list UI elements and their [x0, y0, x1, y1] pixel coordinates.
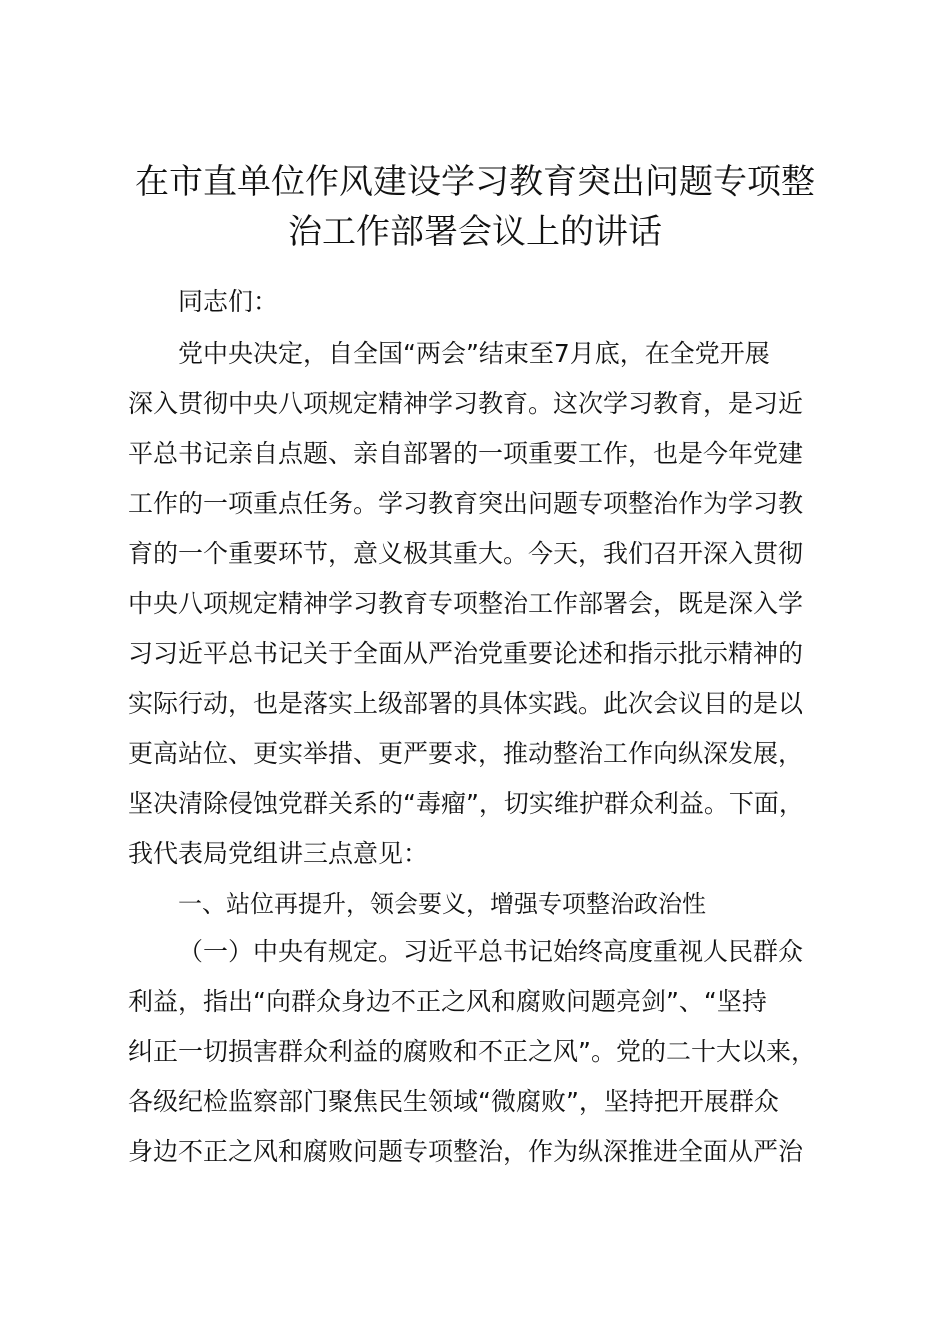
salutation: 同志们： [178, 287, 279, 316]
body-line: 党中央决定，自全国“两会”结束至7月底，在全党开展 [178, 339, 770, 368]
body-line: 身边不正之风和腐败问题专项整治，作为纵深推进全面从严治 [128, 1137, 804, 1166]
body-line: 我代表局党组讲三点意见： [128, 839, 429, 868]
section-heading: 一、站位再提升，领会要义，增强专项整治政治性 [178, 890, 706, 918]
body-line: 纠正一切损害群众利益的腐败和不正之风”。党的二十大以来， [128, 1037, 816, 1066]
body-line: 更高站位、更实举措、更严要求，推动整治工作向纵深发展， [128, 739, 804, 768]
body-line: 工作的一项重点任务。学习教育突出问题专项整治作为学习教 [128, 489, 804, 518]
body-line: 平总书记亲自点题、亲自部署的一项重要工作，也是今年党建 [128, 439, 804, 468]
body-line: 各级纪检监察部门聚焦民生领域“微腐败”，坚持把开展群众 [128, 1087, 779, 1116]
subsection-line: （一）中央有规定。习近平总书记始终高度重视人民群众 [178, 937, 804, 966]
body-line: 深入贯彻中央八项规定精神学习教育。这次学习教育，是习近 [128, 389, 804, 418]
body-line: 坚决清除侵蚀党群关系的“毒瘤”，切实维护群众利益。下面， [128, 789, 804, 818]
body-line: 育的一个重要环节，意义极其重大。今天，我们召开深入贯彻 [128, 539, 804, 568]
body-line: 实际行动，也是落实上级部署的具体实践。此次会议目的是以 [128, 689, 804, 718]
body-line: 利益，指出“向群众身边不正之风和腐败问题亮剑”、“坚持 [128, 987, 767, 1016]
document-title-line-1: 在市直单位作风建设学习教育突出问题专项整 [135, 162, 815, 202]
body-line: 习习近平总书记关于全面从严治党重要论述和指示批示精神的 [128, 639, 804, 668]
document-title-line-2: 治工作部署会议上的讲话 [288, 212, 662, 252]
body-line: 中央八项规定精神学习教育专项整治工作部署会，既是深入学 [128, 589, 804, 618]
